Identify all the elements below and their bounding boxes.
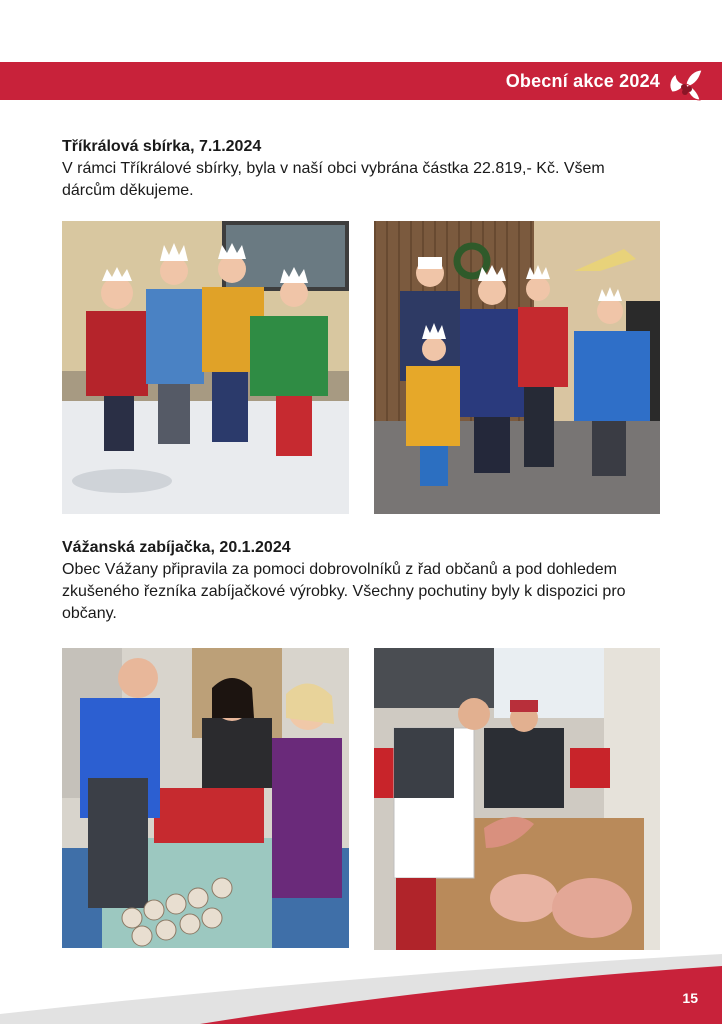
butcher-meat-cutting-photo: [374, 648, 660, 950]
holly-icon: [664, 62, 708, 106]
section-text: V rámci Tříkrálové sbírky, byla v naší obci vybrána částka 22.819,- Kč. Všem dárcům děkujeme.: [62, 160, 605, 199]
header-band: [0, 62, 722, 100]
header-title: Obecní akce 2024: [505, 71, 660, 91]
three-kings-children-snow-photo: [62, 221, 349, 514]
three-kings-group-door-photo: [374, 221, 660, 514]
section-heading: Vážanská zabíjačka, 20.1.2024: [62, 539, 291, 556]
sausage-preparation-photo: [62, 648, 349, 948]
page-number: 15: [682, 990, 698, 1006]
section-heading: Tříkrálová sbírka, 7.1.2024: [62, 138, 262, 155]
footer-wave: [0, 944, 722, 1024]
section-text: Obec Vážany připravila za pomoci dobrovolníků z řad občanů a pod dohledem zkušeného řezníka zabíjačkové výrobky. Všechny pochutiny byly k dispozici pro občany.: [62, 561, 626, 622]
section-trikralova: [62, 136, 662, 202]
section-zabijacka: [62, 537, 662, 625]
